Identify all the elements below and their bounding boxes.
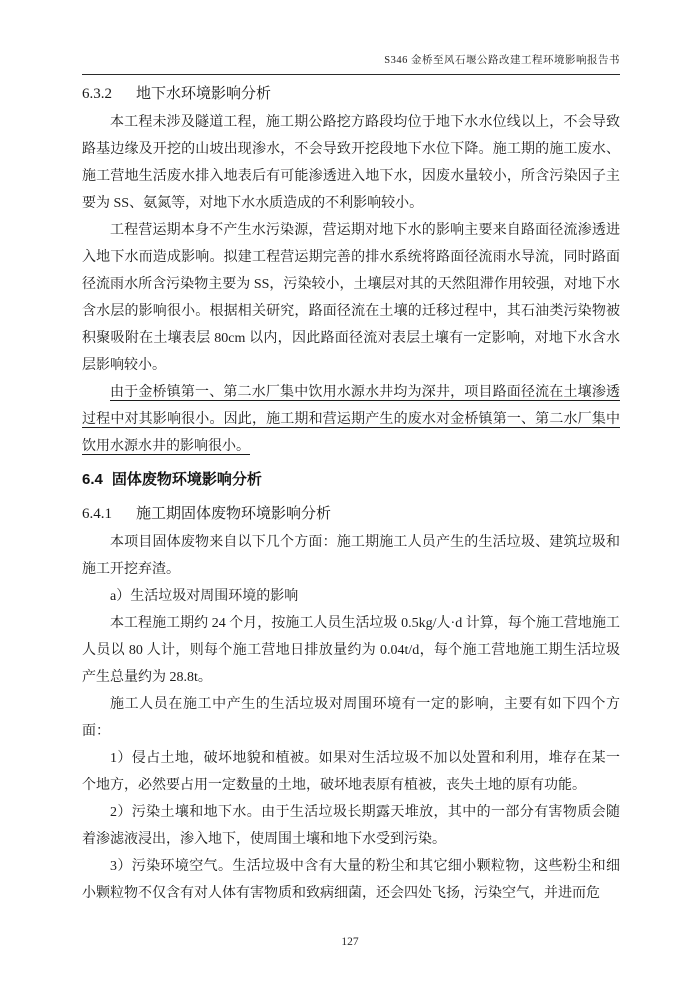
heading-title: 施工期固体废物环境影响分析 — [136, 506, 332, 522]
list-item-3: 3）污染环境空气。生活垃圾中含有大量的粉尘和其它细小颗粒物，这些粉尘和细小颗粒物不仅含有对人体有害物质和致病细菌，还会四处飞扬，污染空气，并进而危 — [82, 859, 620, 901]
header-rule — [82, 74, 620, 75]
heading-6-4-1 — [82, 499, 620, 529]
heading-number: 6.4.1 — [82, 506, 112, 522]
list-item-1: 1）侵占土地，破坏地貌和植被。如果对生活垃圾不加以处置和利用，堆存在某一个地方，必然要占用一定数量的土地，破坏地表原有植被，丧失土地的原有功能。 — [82, 751, 620, 793]
page-content — [82, 54, 620, 907]
heading-title: 地下水环境影响分析 — [136, 86, 272, 102]
paragraph-groundwater-construction: 本工程未涉及隧道工程，施工期公路挖方路段均位于地下水水位线以上，不会导致路基边缘及开挖的山坡出现渗水，不会导致开挖段地下水位下降。施工期的施工废水、施工营地生活废水排入地表后有可能渗透进入地下水，因废水量较小，所含污染因子主要为 SS、氨氮等，对地下水水质造成的不利影响较小。 — [82, 115, 620, 211]
running-header: S346 金桥至风石堰公路改建工程环境影响报告书 — [384, 55, 620, 66]
heading-6-3-2 — [82, 79, 620, 109]
list-item-2: 2）污染土壤和地下水。由于生活垃圾长期露天堆放，其中的一部分有害物质会随着渗滤液浸出，渗入地下，使周围土壤和地下水受到污染。 — [82, 805, 620, 847]
heading-number: 6.3.2 — [82, 86, 112, 102]
paragraph-garbage-calculation: 本工程施工期约 24 个月，按施工人员生活垃圾 0.5kg/人·d 计算，每个施工营地施工人员以 80 人计，则每个施工营地日排放量约为 0.04t/d，每个施工营地施工期生活垃圾产生总量约为 28.8t。 — [82, 616, 620, 685]
heading-6-4 — [82, 465, 620, 495]
list-item-a-heading: a）生活垃圾对周围环境的影响 — [110, 589, 299, 604]
page-number: 127 — [341, 936, 359, 948]
heading-number: 6.4 — [82, 471, 103, 488]
heading-title: 固体废物环境影响分析 — [111, 471, 262, 488]
paragraph-solid-waste-sources: 本项目固体废物来自以下几个方面：施工期施工人员产生的生活垃圾、建筑垃圾和施工开挖弃渣。 — [82, 535, 620, 577]
paragraph-groundwater-operation: 工程营运期本身不产生水污染源，营运期对地下水的影响主要来自路面径流渗透进入地下水而造成影响。拟建工程营运期完善的排水系统将路面径流雨水导流，同时路面径流雨水所含污染物主要为 SS，污染较小，土壤层对其的天然阻滞作用较强，对地下水含水层的影响很小。根据相关研究，路面径流在土壤的迁移过程中，其石油类污染物被积聚吸附在土壤表层 80cm 以内，因此路面径流对表层土壤有一定影响，对地下水含水层影响较小。 — [82, 223, 620, 373]
paragraph-underlined-conclusion: 由于金桥镇第一、第二水厂集中饮用水源水井均为深井，项目路面径流在土壤渗透过程中对其影响很小。因此，施工期和营运期产生的废水对金桥镇第一、第二水厂集中饮用水源水井的影响很小。 — [82, 385, 620, 454]
paragraph-garbage-impact-intro: 施工人员在施工中产生的生活垃圾对周围环境有一定的影响，主要有如下四个方面： — [82, 697, 620, 739]
